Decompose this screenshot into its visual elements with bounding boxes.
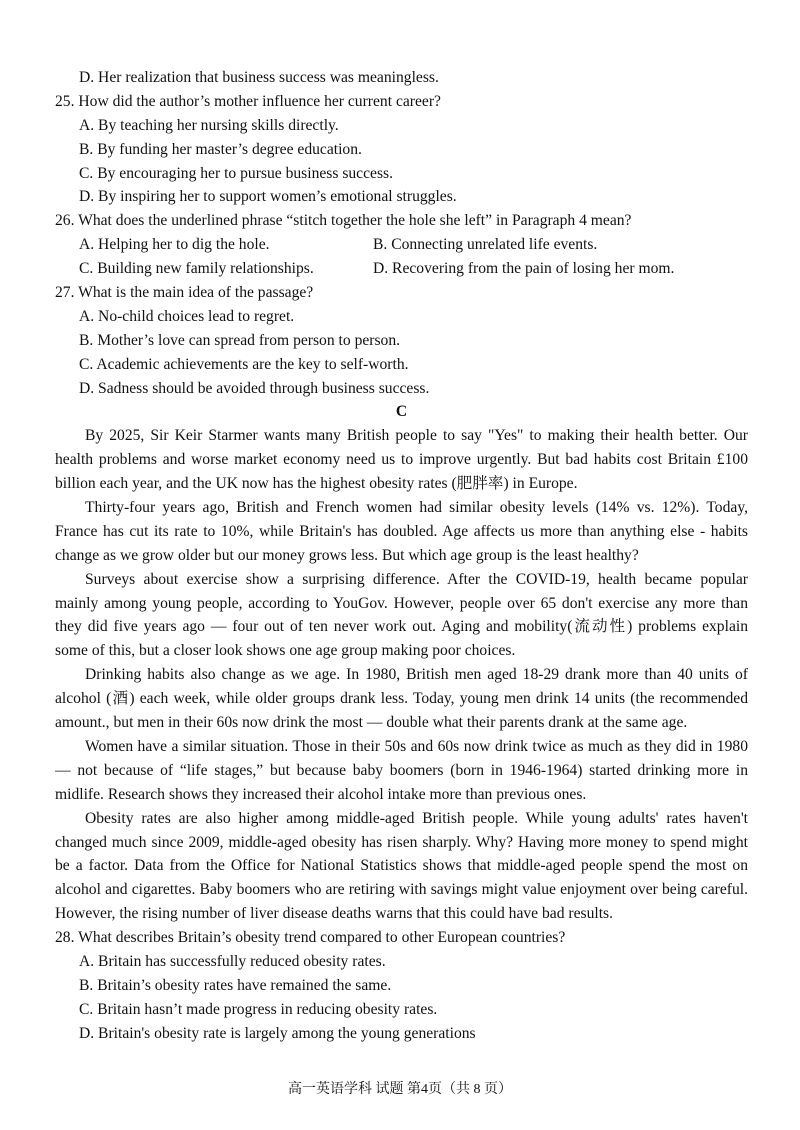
- q27-stem: 27. What is the main idea of the passage?: [55, 284, 314, 302]
- paragraph-line: By 2025, Sir Keir Starmer wants many British people to say "Yes" to making their health better. Our: [85, 427, 748, 445]
- paragraph-line: Thirty-four years ago, British and French women had similar obesity levels (14% vs. 12%). Today,: [85, 499, 748, 517]
- q26-option-c: C. Building new family relationships.: [79, 260, 314, 278]
- passage-paragraph: [55, 735, 748, 807]
- q25-option-d: D. By inspiring her to support women’s emotional struggles.: [79, 188, 457, 206]
- paragraph-line: amount., but men in their 60s now drink the most — double what their parents drank at the same age.: [55, 714, 688, 732]
- paragraph-line: alcohol (酒) each week, while older groups drank less. Today, young men drink 14 units (the recommended: [55, 690, 748, 708]
- paragraph-line: they did five years ago — four out of ten never work out. Aging and mobility(流动性) problems explain: [55, 618, 748, 636]
- paragraph-line: billion each year, and the UK now has the highest obesity rates (肥胖率) in Europe.: [55, 475, 578, 493]
- paragraph-line: alcohol and cigarettes. Baby boomers who are retiring with savings might value enjoyment over being careful.: [55, 881, 748, 899]
- paragraph-line: Women have a similar situation. Those in their 50s and 60s now drink twice as much as they did in 1980: [85, 737, 748, 755]
- page-footer: 高一英语学科 试题 第4页（共 8 页）: [288, 1082, 512, 1097]
- q26-option-a: A. Helping her to dig the hole.: [79, 236, 270, 254]
- paragraph-line: some of this, but a closer look shows one age group making poor choices.: [55, 642, 516, 660]
- section-label: C: [395, 403, 408, 421]
- q26-stem: 26. What does the underlined phrase “stitch together the hole she left” in Paragraph 4 mean?: [55, 212, 632, 230]
- paragraph-line: Obesity rates are also higher among middle-aged British people. While young adults' rates haven't: [85, 809, 748, 827]
- q26-options-row-2: [55, 257, 748, 281]
- q25-option-a: A. By teaching her nursing skills directly.: [79, 116, 339, 134]
- q26-option-b: B. Connecting unrelated life events.: [373, 236, 598, 254]
- q28-stem: 28. What describes Britain’s obesity trend compared to other European countries?: [55, 929, 566, 947]
- q25-option-c: C. By encouraging her to pursue business success.: [79, 164, 393, 182]
- q25-option-b: B. By funding her master’s degree education.: [79, 140, 362, 158]
- passage-paragraph: [55, 807, 748, 926]
- paragraph-line: Surveys about exercise show a surprising difference. After the COVID-19, health became popular: [85, 570, 748, 588]
- q24-option-d: D. Her realization that business success was meaningless.: [79, 69, 439, 86]
- paragraph-line: be a factor. Data from the Office for National Statistics shows that middle-aged people spend the most on: [55, 857, 748, 875]
- q25-stem: 25. How did the author’s mother influence her current career?: [55, 92, 441, 110]
- paragraph-line: midlife. Research shows they increased their alcohol intake more than previous ones.: [55, 785, 587, 803]
- q28-option-c: C. Britain hasn’t made progress in reducing obesity rates.: [79, 1000, 438, 1018]
- q26-options-row-1: [55, 233, 748, 257]
- paragraph-line: However, the rising number of liver disease deaths warns that this could have bad results.: [55, 905, 614, 923]
- passage-paragraph: [55, 496, 748, 568]
- paragraph-line: health problems and worse market economy need us to improve urgently. But bad habits cost Britain £100: [55, 451, 748, 469]
- exam-page: [55, 66, 748, 1046]
- paragraph-line: France has cut its rate to 10%, while Britain's has doubled. Age affects us more than anything else - habits: [55, 522, 748, 540]
- q27-option-a: A. No-child choices lead to regret.: [79, 307, 295, 325]
- q27-option-c: C. Academic achievements are the key to self-worth.: [79, 355, 409, 373]
- q27-option-b: B. Mother’s love can spread from person to person.: [79, 331, 401, 349]
- q26-option-d: D. Recovering from the pain of losing her mom.: [373, 260, 675, 278]
- q28-option-a: A. Britain has successfully reduced obesity rates.: [79, 952, 386, 970]
- passage: [55, 424, 748, 926]
- passage-paragraph: [55, 663, 748, 735]
- paragraph-line: changed much since 2009, middle-aged obesity has risen sharply. Why? Having more money to spend might: [55, 833, 748, 851]
- passage-paragraph: [55, 568, 748, 664]
- paragraph-line: — not because of “life stages,” but because baby boomers (born in 1946-1964) started drinking more in: [55, 761, 748, 779]
- passage-paragraph: [55, 424, 748, 496]
- q28-option-b: B. Britain’s obesity rates have remained the same.: [79, 976, 392, 994]
- q28-option-d: D. Britain's obesity rate is largely among the young generations: [79, 1024, 476, 1042]
- paragraph-line: mainly among young people, according to YouGov. However, people over 65 don't exercise any more than: [55, 594, 748, 612]
- paragraph-line: Drinking habits also change as we age. In 1980, British men aged 18-29 drank more than 40 units of: [85, 666, 748, 684]
- paragraph-line: change as we grow older but our money grows less. But which age group is the least healthy?: [55, 546, 639, 564]
- q27-option-d: D. Sadness should be avoided through business success.: [79, 379, 430, 397]
